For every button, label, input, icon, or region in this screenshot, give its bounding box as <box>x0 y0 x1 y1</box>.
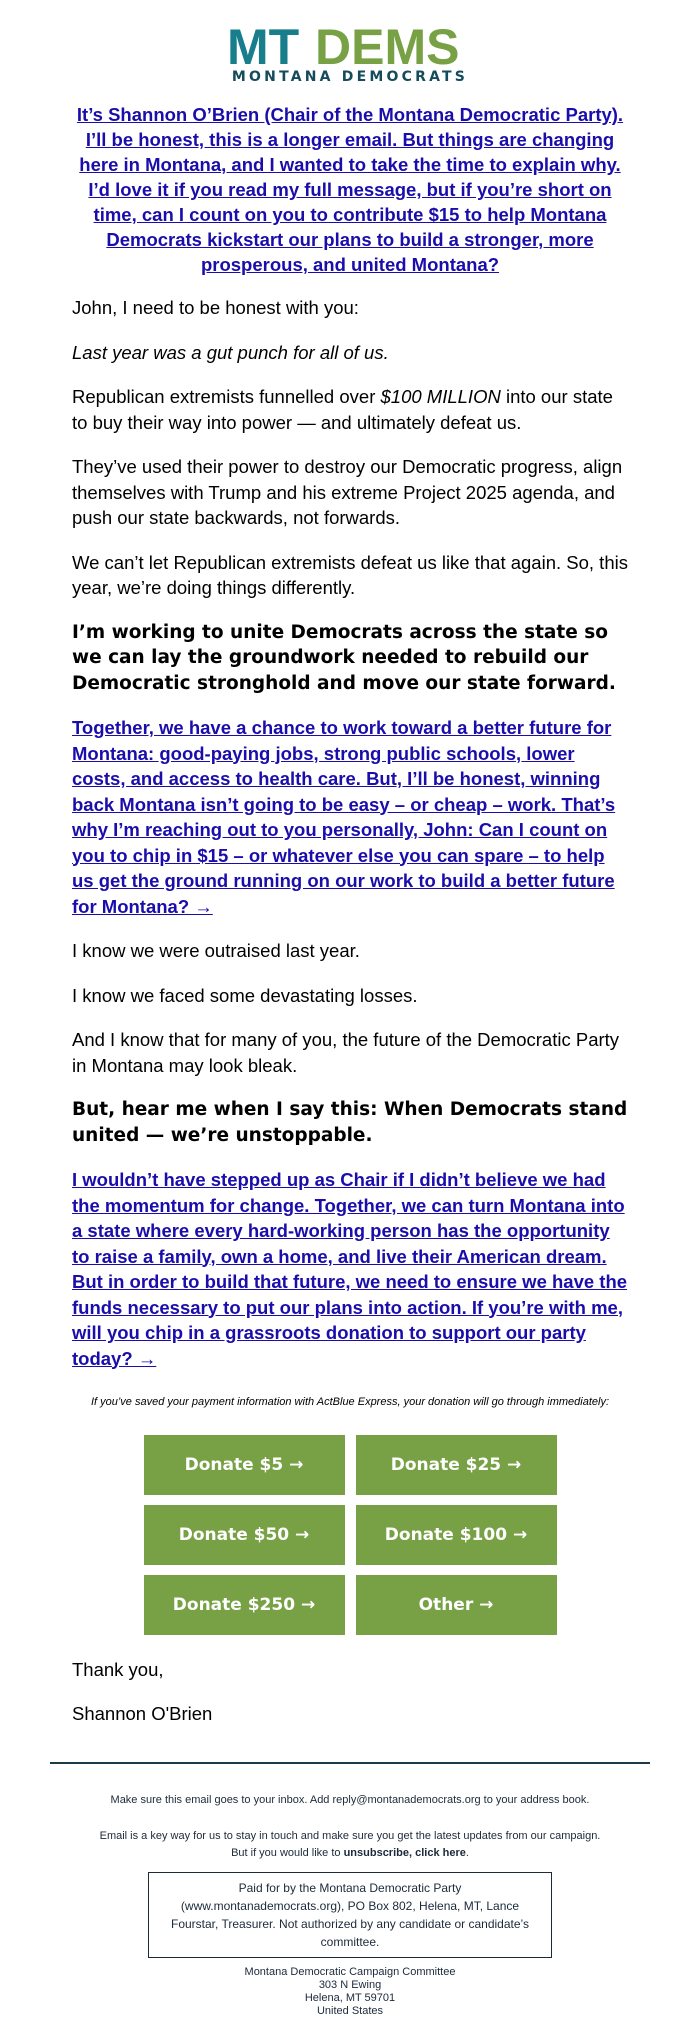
logo-graphic <box>225 20 475 86</box>
address-line: Helena, MT 59701 <box>304 1992 396 2004</box>
thank-you-text: Thank you, <box>72 1659 164 1680</box>
footer-divider <box>50 1762 650 1764</box>
bleak-paragraph: And I know that for many of you, the future of the Democratic Party in Montana may look bleak. <box>72 1029 620 1076</box>
gut-punch-paragraph <box>72 340 628 366</box>
paid-for-box: Paid for by the Montana Democratic Party (www.montanademocrats.org), PO Box 802, Helena, MT, Lance Fourstar, Treasurer. Not authorized by any candidate or candidate’s committee. <box>148 1872 552 1958</box>
better-future-donate-link[interactable]: Together, we have a chance to work toward a better future for Montana: good-paying jobs, strong public schools, lower costs, and access to health care. But, I’ll be honest, winning back Montana isn’t going to be easy – or cheap – work. That’s why I’m reaching out to you personally, John: Can I count on you to chip in $15 – or whatever else you can spare – to help us get the ground running on our work to build a better future for Montana? → <box>72 717 616 917</box>
actblue-note: If you’ve saved your payment information with ActBlue Express, your donation will go through immediately: <box>90 1396 610 1408</box>
better-future-link-paragraph <box>72 715 628 919</box>
unsubscribe-prefix: But if you would like to <box>231 1847 344 1859</box>
mailing-address <box>70 1966 630 2018</box>
donate-5-button[interactable]: Donate $5 → <box>144 1435 345 1495</box>
outraised-paragraph: I know we were outraised last year. <box>72 940 360 961</box>
greeting-paragraph: John, I need to be honest with you: <box>72 297 359 318</box>
donate-other-button[interactable]: Other → <box>356 1575 557 1635</box>
logo-tagline: MONTANA DEMOCRATS <box>231 69 469 85</box>
gut-punch-text: Last year was a gut punch for all of us. <box>72 341 389 363</box>
email-body <box>72 295 628 1371</box>
differently-paragraph: We can’t let Republican extremists defeat us like that again. So, this year, we’re doing things differently. <box>72 551 628 598</box>
key-way-note: Email is a key way for us to stay in touch and make sure you get the latest updates from our campaign. <box>99 1830 601 1842</box>
donate-button-grid <box>144 1435 557 1635</box>
donate-25-button[interactable]: Donate $25 → <box>356 1435 557 1495</box>
unsubscribe-link[interactable]: unsubscribe, click here <box>343 1847 466 1859</box>
unite-heading: I’m working to unite Democrats across the state so we can lay the groundwork needed to rebuild our Democratic stronghold and move our state forward. <box>72 621 616 694</box>
address-line: 303 N Ewing <box>318 1979 382 1991</box>
funnel-text-a: Republican extremists funnelled over <box>72 386 381 407</box>
closing-block <box>72 1657 628 1726</box>
chair-link-paragraph <box>72 1167 628 1371</box>
donate-250-button[interactable]: Donate $250 → <box>144 1575 345 1635</box>
signature-text: Shannon O'Brien <box>72 1702 213 1724</box>
intro-link-block <box>70 102 630 277</box>
email-page <box>0 20 700 2036</box>
logo-mt: MT <box>227 20 300 75</box>
address-line: Montana Democratic Campaign Committee <box>244 1966 456 1978</box>
funnel-paragraph <box>72 384 628 435</box>
unstoppable-heading: But, hear me when I say this: When Democrats stand united — we’re unstoppable. <box>72 1099 628 1146</box>
inbox-note: Make sure this email goes to your inbox. Add reply@montanademocrats.org to your address book. <box>110 1794 590 1806</box>
funnel-amount: $100 MILLION <box>380 386 501 407</box>
address-line: United States <box>316 2005 384 2017</box>
funnel-text-b: into our state to buy their way into power — and ultimately defeat us. <box>72 386 613 433</box>
grassroots-donate-link[interactable]: I wouldn’t have stepped up as Chair if I didn’t believe we had the momentum for change. Together, we can turn Montana into a state where every hard-working person has the opportunity to raise a family, own a home, and live their American dream. But in order to build that future, we need to ensure we have the funds necessary to put our plans into action. If you’re with me, will you chip in a grassroots donation to support our party today? → <box>72 1169 628 1369</box>
unsubscribe-line <box>70 1845 630 1862</box>
logo-dems: DEMS <box>315 20 460 75</box>
mtdems-logo <box>0 20 700 86</box>
power-paragraph: They’ve used their power to destroy our Democratic progress, align themselves with Trump and his extreme Project 2025 agenda, and push our state backwards, not forwards. <box>72 456 623 528</box>
email-footer <box>70 1792 630 2018</box>
donate-50-button[interactable]: Donate $50 → <box>144 1505 345 1565</box>
intro-donate-link[interactable]: It’s Shannon O’Brien (Chair of the Montana Democratic Party). I’ll be honest, this is a longer email. But things are changing here in Montana, and I wanted to take the time to explain why. I’d love it if you read my full message, but if you’re short on time, can I count on you to contribute $15 to help Montana Democrats kickstart our plans to build a stronger, more prosperous, and united Montana? <box>76 104 624 275</box>
donate-100-button[interactable]: Donate $100 → <box>356 1505 557 1565</box>
losses-paragraph: I know we faced some devastating losses. <box>72 984 418 1006</box>
unsubscribe-suffix: . <box>465 1847 469 1859</box>
